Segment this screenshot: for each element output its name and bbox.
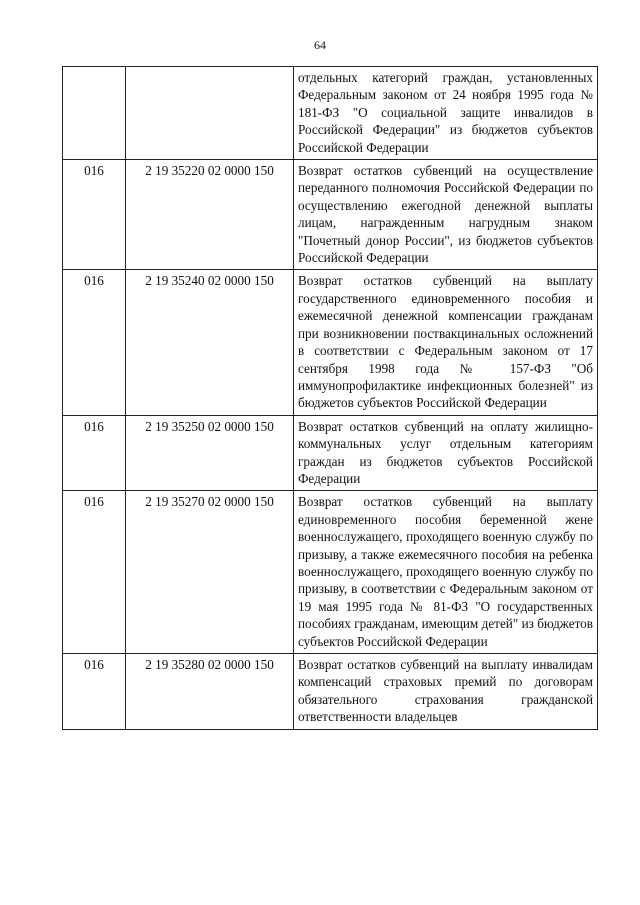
description-cell: отдельных категорий граждан, установленных Федеральным законом от 24 ноября 1995 года № 181-ФЗ "О социальной защите инвалидов в Российской Федерации" из бюджетов субъектов Российской Федерации [294, 67, 598, 160]
budget-code-cell: 2 19 35220 02 0000 150 [126, 160, 294, 270]
budget-code-cell: 2 19 35250 02 0000 150 [126, 415, 294, 491]
table-row [63, 67, 598, 160]
budget-code-cell: 2 19 35240 02 0000 150 [126, 270, 294, 415]
table-row [63, 491, 598, 654]
admin-code-cell [63, 67, 126, 160]
admin-code-cell: 016 [63, 160, 126, 270]
description-cell: Возврат остатков субвенций на выплату государственного единовременного пособия и ежемесячной денежной компенсации гражданам при возникновении поствакцинальных осложнений в соответствии с Федеральным законом от 17 сентября 1998 года № 157-ФЗ "Об иммунопрофилактике инфекционных болезней" из бюджетов субъектов Российской Федерации [294, 270, 598, 415]
budget-code-cell: 2 19 35270 02 0000 150 [126, 491, 294, 654]
admin-code-cell: 016 [63, 415, 126, 491]
description-cell: Возврат остатков субвенций на выплату инвалидам компенсаций страховых премий по договорам обязательного страхования гражданской ответственности владельцев [294, 654, 598, 730]
table-row [63, 160, 598, 270]
table-row [63, 270, 598, 415]
admin-code-cell: 016 [63, 654, 126, 730]
admin-code-cell: 016 [63, 491, 126, 654]
description-cell: Возврат остатков субвенций на выплату единовременного пособия беременной жене военнослужащего, проходящего военную службу по призыву, а также ежемесячного пособия на ребенка военнослужащего, проходящего военную службу по призыву, в соответствии с Федеральным законом от 19 мая 1995 года № 81-ФЗ "О государственных пособиях гражданам, имеющим детей" из бюджетов субъектов Российской Федерации [294, 491, 598, 654]
budget-code-cell: 2 19 35280 02 0000 150 [126, 654, 294, 730]
table-row [63, 654, 598, 730]
page-number: 64 [314, 38, 326, 52]
budget-code-cell [126, 67, 294, 160]
admin-code-cell: 016 [63, 270, 126, 415]
description-cell: Возврат остатков субвенций на оплату жилищно-коммунальных услуг отдельным категориям граждан из бюджетов субъектов Российской Федерации [294, 415, 598, 491]
budget-codes-table [62, 66, 598, 730]
description-cell: Возврат остатков субвенций на осуществление переданного полномочия Российской Федерации по осуществлению ежегодной денежной выплаты лицам, награжденным нагрудным знаком "Почетный донор России", из бюджетов субъектов Российской Федерации [294, 160, 598, 270]
table-row [63, 415, 598, 491]
